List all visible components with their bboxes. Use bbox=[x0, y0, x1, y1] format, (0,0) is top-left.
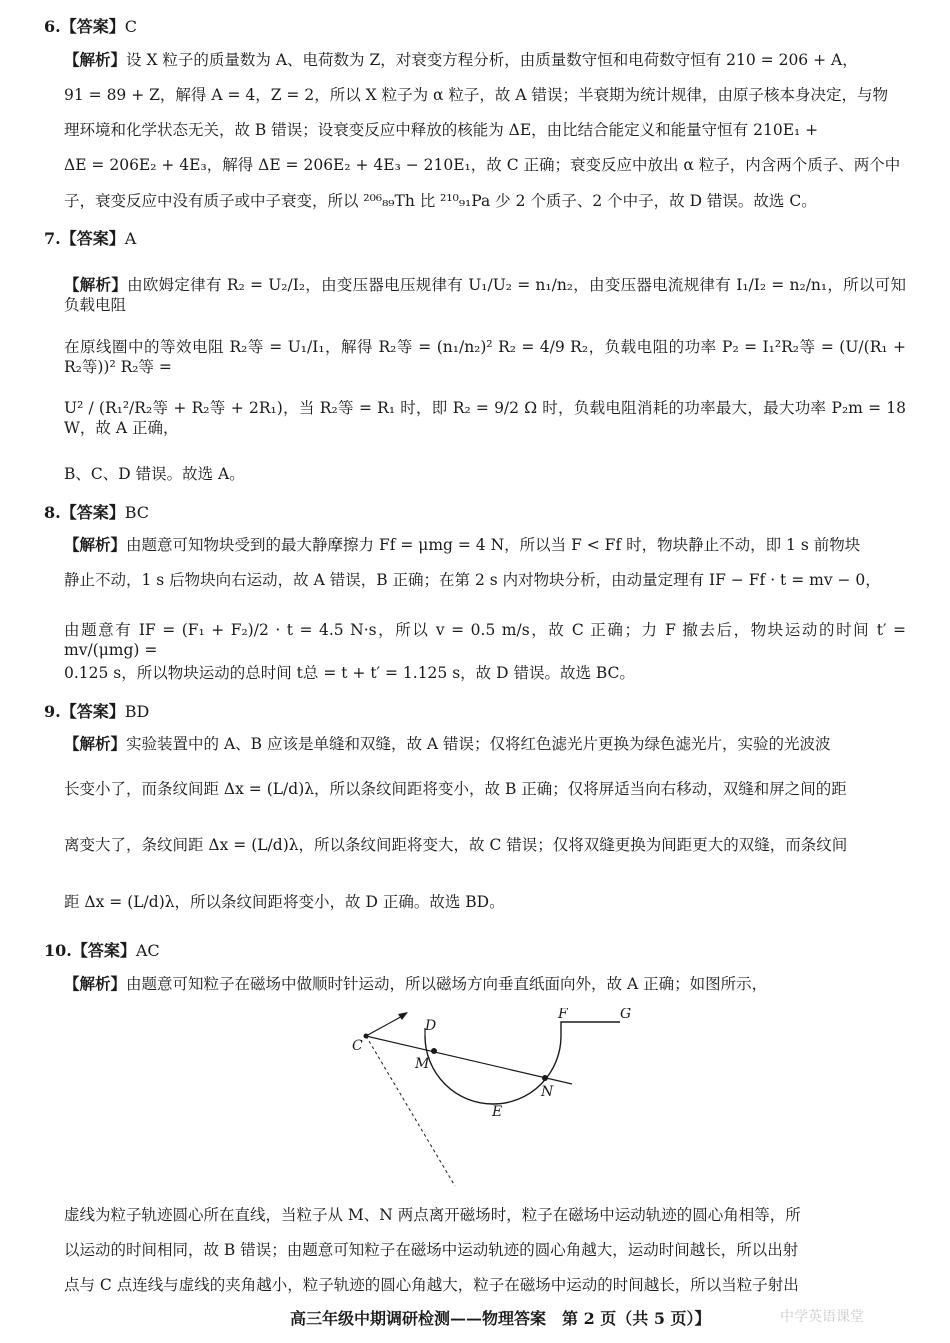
question-10-header: 10.【答案】AC bbox=[44, 941, 160, 960]
q9-line: 离变大了，条纹间距 Δx = (L/d)λ，所以条纹间距将变大，故 C 错误；仅将双缝更换为间距更大的双缝，而条纹间 bbox=[64, 836, 848, 854]
q7-line: 在原线圈中的等效电阻 R₂等 = U₁/I₁，解得 R₂等 = (n₁/n₂)² R₂ = 4/9 R₂，负载电阻的功率 P₂ = I₁²R₂等 = (U/(R₁ + R₂等))² R₂等 = bbox=[64, 338, 906, 376]
question-8-analysis: 【解析】由题意可知物块受到的最大静摩擦力 Ff = μmg = 4 N，所以当 F < Ff 时，物块静止不动，即 1 s 前物块 bbox=[64, 535, 861, 554]
label-M: M bbox=[415, 1056, 430, 1072]
q7-line: U² / (R₁²/R₂等 + R₂等 + 2R₁)，当 R₂等 = R₁ 时，即 R₂ = 9/2 Ω 时，负载电阻消耗的功率最大，最大功率 P₂m = 18 W，故 A 正确， bbox=[64, 399, 906, 437]
q8-line: 由题意有 IF = (F₁ + F₂)/2 · t = 4.5 N·s，所以 v = 0.5 m/s，故 C 正确；力 F 撤去后，物块运动的时间 t′ = mv/(μmg) = bbox=[64, 621, 906, 659]
line-CMN bbox=[366, 1036, 572, 1084]
arrow-head-icon bbox=[398, 1012, 408, 1020]
label-G: G bbox=[620, 1008, 632, 1022]
q8-line: 0.125 s，所以物块运动的总时间 t总 = t + t′ = 1.125 s，故 D 错误。故选 BC。 bbox=[64, 664, 635, 682]
point-N bbox=[542, 1075, 548, 1081]
q10-line: 虚线为粒子轨迹圆心所在直线，当粒子从 M、N 两点离开磁场时，粒子在磁场中运动轨迹的圆心角相等，所 bbox=[64, 1206, 801, 1224]
q9-line: 长变小了，而条纹间距 Δx = (L/d)λ，所以条纹间距将变小，故 B 正确；仅将屏适当向右移动，双缝和屏之间的距 bbox=[64, 780, 847, 798]
q6-line: 子，衰变反应中没有质子或中子衰变，所以 ²⁰⁶₈₉Th 比 ²¹⁰₉₁Pa 少 2 个质子、2 个中子，故 D 错误。故选 C。 bbox=[64, 192, 817, 210]
question-10-analysis: 【解析】由题意可知粒子在磁场中做顺时针运动，所以磁场方向垂直纸面向外，故 A 正确；如图所示， bbox=[64, 974, 768, 993]
q10-line: 点与 C 点连线与虚线的夹角越小，粒子轨迹的圆心角越大，粒子在磁场中运动的时间越长，所以当粒子射出 bbox=[64, 1276, 799, 1294]
q6-line: 91 = 89 + Z，解得 A = 4，Z = 2，所以 X 粒子为 α 粒子，故 A 错误；半衰期为统计规律，由原子核本身决定，与物 bbox=[64, 86, 888, 104]
label-D: D bbox=[425, 1018, 437, 1034]
label-C: C bbox=[352, 1038, 363, 1054]
question-6-analysis: 【解析】设 X 粒子的质量数为 A、电荷数为 Z，对衰变方程分析，由质量数守恒和电荷数守恒有 210 = 206 + A， bbox=[64, 50, 858, 69]
q7-line: B、C、D 错误。故选 A。 bbox=[64, 465, 245, 483]
q10-line: 以运动的时间相同，故 B 错误；由题意可知粒子在磁场中运动轨迹的圆心角越大，运动时间越长，所以出射 bbox=[64, 1241, 799, 1259]
magnetic-field-trajectory-figure bbox=[340, 1008, 660, 1193]
question-6-header: 6.【答案】C bbox=[44, 17, 137, 36]
q6-line: ΔE = 206E₂ + 4E₃，解得 ΔE = 206E₂ + 4E₃ − 210E₁，故 C 正确；衰变反应中放出 α 粒子，内含两个质子、两个中 bbox=[64, 156, 901, 174]
question-9-header: 9.【答案】BD bbox=[44, 702, 150, 721]
label-N: N bbox=[541, 1084, 554, 1100]
point-M bbox=[431, 1048, 437, 1054]
q8-line: 静止不动，1 s 后物块向右运动，故 A 错误，B 正确；在第 2 s 内对物块分析，由动量定理有 IF − Ff · t = mv − 0， bbox=[64, 571, 881, 589]
question-9-analysis: 【解析】实验装置中的 A、B 应该是单缝和双缝，故 A 错误；仅将红色滤光片更换为绿色滤光片，实验的光波波 bbox=[64, 734, 831, 753]
label-E: E bbox=[492, 1104, 503, 1120]
velocity-arrow bbox=[366, 1014, 406, 1036]
question-8-header: 8.【答案】BC bbox=[44, 503, 150, 522]
question-7-analysis: 【解析】由欧姆定律有 R₂ = U₂/I₂，由变压器电压规律有 U₁/U₂ = n₁/n₂，由变压器电流规律有 I₁/I₂ = n₂/n₁，所以可知负载电阻 bbox=[64, 275, 906, 314]
q6-line: 理环境和化学状态无关，故 B 错误；设衰变反应中释放的核能为 ΔE，由比结合能定义和能量守恒有 210E₁ + bbox=[64, 121, 819, 139]
label-F: F bbox=[558, 1008, 568, 1022]
page-footer: 高三年级中期调研检测——物理答案 第 2 页（共 5 页）】 bbox=[290, 1309, 711, 1328]
question-7-header: 7.【答案】A bbox=[44, 229, 137, 248]
point-C bbox=[364, 1034, 369, 1039]
center-locus-dashed-line bbox=[366, 1036, 455, 1186]
q9-line: 距 Δx = (L/d)λ，所以条纹间距将变小，故 D 正确。故选 BD。 bbox=[64, 893, 505, 911]
watermark: 中学英语课堂 bbox=[780, 1309, 864, 1325]
boundary-FG bbox=[561, 1022, 620, 1036]
